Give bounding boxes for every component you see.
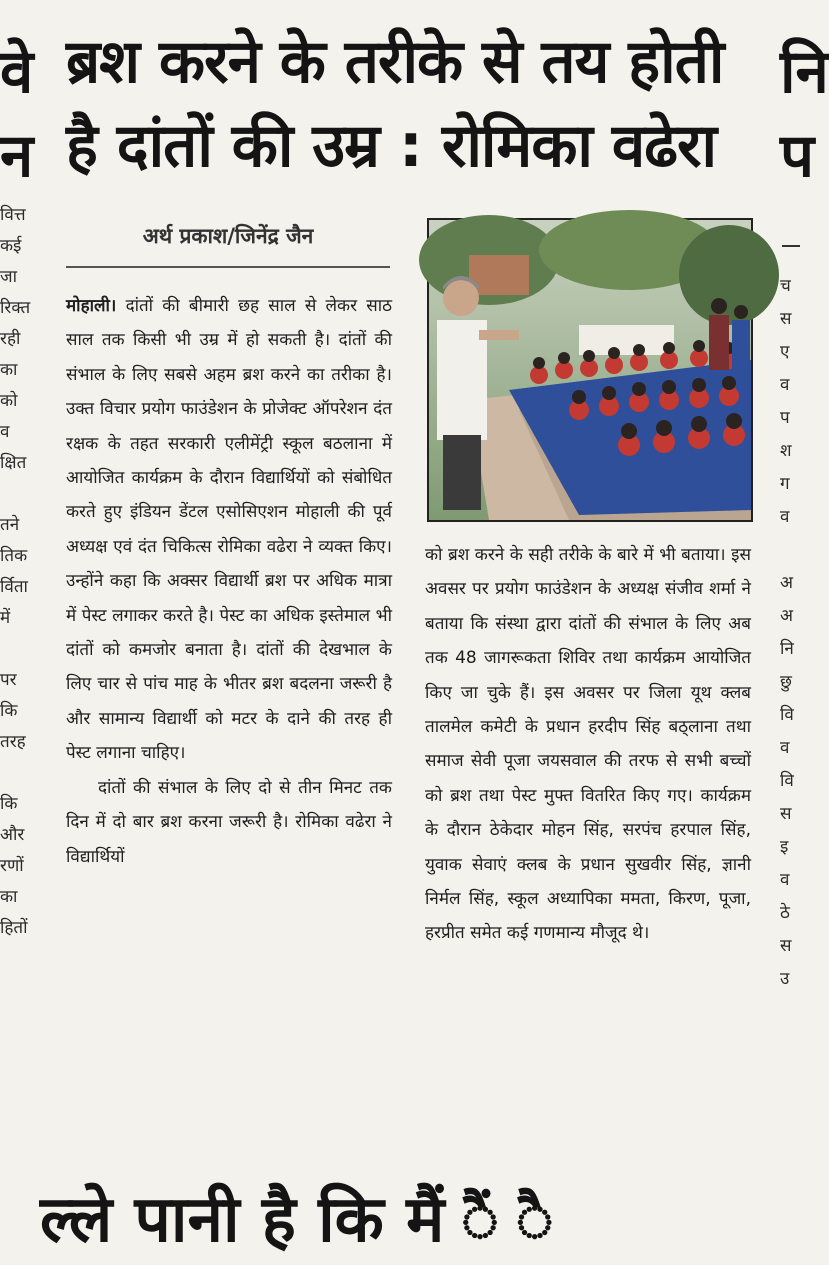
left-neighbor-line: र्विता [0, 577, 28, 597]
right-neighbor-line: व [780, 870, 790, 890]
left-neighbor-headline-line: न [0, 121, 34, 191]
article-column-1 [66, 289, 392, 874]
right-neighbor-line: व [780, 375, 790, 395]
left-neighbor-line: तरह [0, 732, 26, 752]
right-neighbor-line: स [780, 804, 792, 824]
left-neighbor-line: और [0, 825, 25, 845]
right-neighbor-line: ए [780, 342, 790, 362]
right-neighbor-line: ग [780, 474, 790, 494]
left-neighbor-line [0, 479, 40, 510]
right-neighbor-line: अ [780, 573, 793, 593]
right-neighbor-line [780, 534, 800, 567]
article-paragraph-3: को ब्रश करने के सही तरीके के बारे में भी बताया। इस अवसर पर प्रयोग फाउंडेशन के अध्यक्ष संजीव शर्मा ने बताया कि संस्था द्वारा दांतों की संभाल के लिए अब तक 48 जागरूकता शिविर तथा कार्यक्रम आयोजित किए जा चुके हैं। इस अवसर पर जिला यूथ क्लब तालमेल कमेटी के प्रधान हरदीप सिंह बठ्लाना तथा समाज सेवी पूजा जयसवाल की तरफ से सभी बच्चों को ब्रश तथा पेस्ट मुफ्त वितरित किए गए। कार्यक्रम के दौरान ठेकेदार मोहन सिंह, सरपंच हरपाल सिंह, युवाक सेवाएं क्लब के प्रधान सुखवीर सिंह, ज्ञानी निर्मल सिंह, स्कूल अध्यापिका ममता, किरण, पूजा, हरप्रीत समेत कई गणमान्य मौजूद थे। [425, 545, 751, 944]
right-neighbor-line: श [780, 441, 792, 461]
right-neighbor-line: प [780, 408, 790, 428]
left-neighbor-line: रणों [0, 856, 24, 876]
dateline: मोहाली। [66, 296, 117, 316]
byline: अर्थ प्रकाश/जिनेंद्र जैन [142, 224, 314, 248]
right-neighbor-rule [782, 245, 800, 247]
left-neighbor-column [0, 200, 40, 944]
article-paragraph-2: दांतों की संभाल के लिए दो से तीन मिनट तक दिन में दो बार ब्रश करना जरूरी है। रोमिका वढेरा ने विद्यार्थियों [66, 777, 392, 867]
right-neighbor-line: छु [780, 672, 792, 692]
left-neighbor-line: वित्त [0, 205, 26, 225]
left-neighbor-line: का [0, 887, 18, 907]
left-neighbor-line: हितों [0, 918, 28, 938]
left-neighbor-line: जा [0, 267, 18, 287]
article-column-2 [425, 538, 751, 951]
left-neighbor-line: कि [0, 701, 18, 721]
right-neighbor-headline [780, 30, 829, 198]
right-neighbor-line: इ [780, 837, 789, 857]
right-neighbor-line: उ [780, 969, 790, 989]
headline-line-2: है दांतों की उम्र : रोमिका वढेरा [66, 111, 717, 181]
left-neighbor-line: कि [0, 794, 18, 814]
left-neighbor-line: व [0, 422, 10, 442]
right-neighbor-headline-line: नि [780, 37, 829, 107]
right-neighbor-line: स [780, 936, 792, 956]
left-neighbor-headline [0, 30, 34, 198]
right-neighbor-line: व [780, 507, 790, 527]
right-neighbor-line: नि [780, 639, 794, 659]
left-neighbor-line: तने [0, 515, 20, 535]
right-neighbor-line: व [780, 738, 790, 758]
left-neighbor-line [0, 758, 40, 789]
article-photo [427, 218, 753, 522]
left-neighbor-line: में [0, 608, 11, 628]
left-neighbor-line [0, 634, 40, 665]
left-neighbor-line: क्षित [0, 453, 27, 473]
right-neighbor-line: ठे [780, 903, 790, 923]
right-neighbor-headline-line: प [780, 121, 815, 191]
left-neighbor-line: का [0, 360, 18, 380]
left-neighbor-headline-line: वे [0, 37, 34, 107]
article-headline [66, 20, 756, 188]
right-neighbor-column [780, 270, 800, 996]
byline-rule [66, 266, 390, 268]
right-neighbor-line: वि [780, 705, 794, 725]
right-neighbor-line: अ [780, 606, 793, 626]
left-neighbor-line: रही [0, 329, 21, 349]
left-neighbor-line: पर [0, 670, 17, 690]
left-neighbor-line: तिक [0, 546, 28, 566]
classroom-outdoor-students-icon [429, 220, 751, 520]
left-neighbor-line: को [0, 391, 18, 411]
left-neighbor-line: कई [0, 236, 22, 256]
next-article-headline: ल्ले पानी है कि मैं ैं ै [40, 1183, 554, 1257]
paragraph-1-text: दांतों की बीमारी छह साल से लेकर साठ साल तक किसी भी उम्र में हो सकती है। दांतों की संभाल के लिए सबसे अहम ब्रश करने का तरीका है। उक्त विचार प्रयोग फाउंडेशन के प्रोजेक्ट ऑपरेशन दंत रक्षक के तहत सरकारी एलीमेंट्री स्कूल बठलाना में आयोजित कार्यक्रम के दौरान विद्यार्थियों को संबोधित करते हुए इंडियन डेंटल एसोसिएशन मोहाली की पूर्व अध्यक्ष एवं दंत चिकित्स रोमिका वढेरा ने व्यक्त किए। उन्होंने कहा कि अक्सर विद्यार्थी ब्रश पर अधिक मात्रा में पेस्ट लगाकर करते है। पेस्ट का अधिक इस्तेमाल भी दांतों को कमजोर बनाता है। दांतों की देखभाल के लिए चार से पांच माह के भीतर ब्रश बदलना जरूरी है और सामान्य विद्यार्थी को मटर के दाने की तरह ही पेस्ट लगाना चाहिए। [66, 296, 392, 764]
article-paragraph-1 [66, 289, 392, 771]
headline-line-1: ब्रश करने के तरीके से तय होती [66, 27, 724, 97]
left-neighbor-line: रिक्त [0, 298, 31, 318]
right-neighbor-line: वि [780, 771, 794, 791]
right-neighbor-line: च [780, 276, 791, 296]
right-neighbor-line: स [780, 309, 792, 329]
